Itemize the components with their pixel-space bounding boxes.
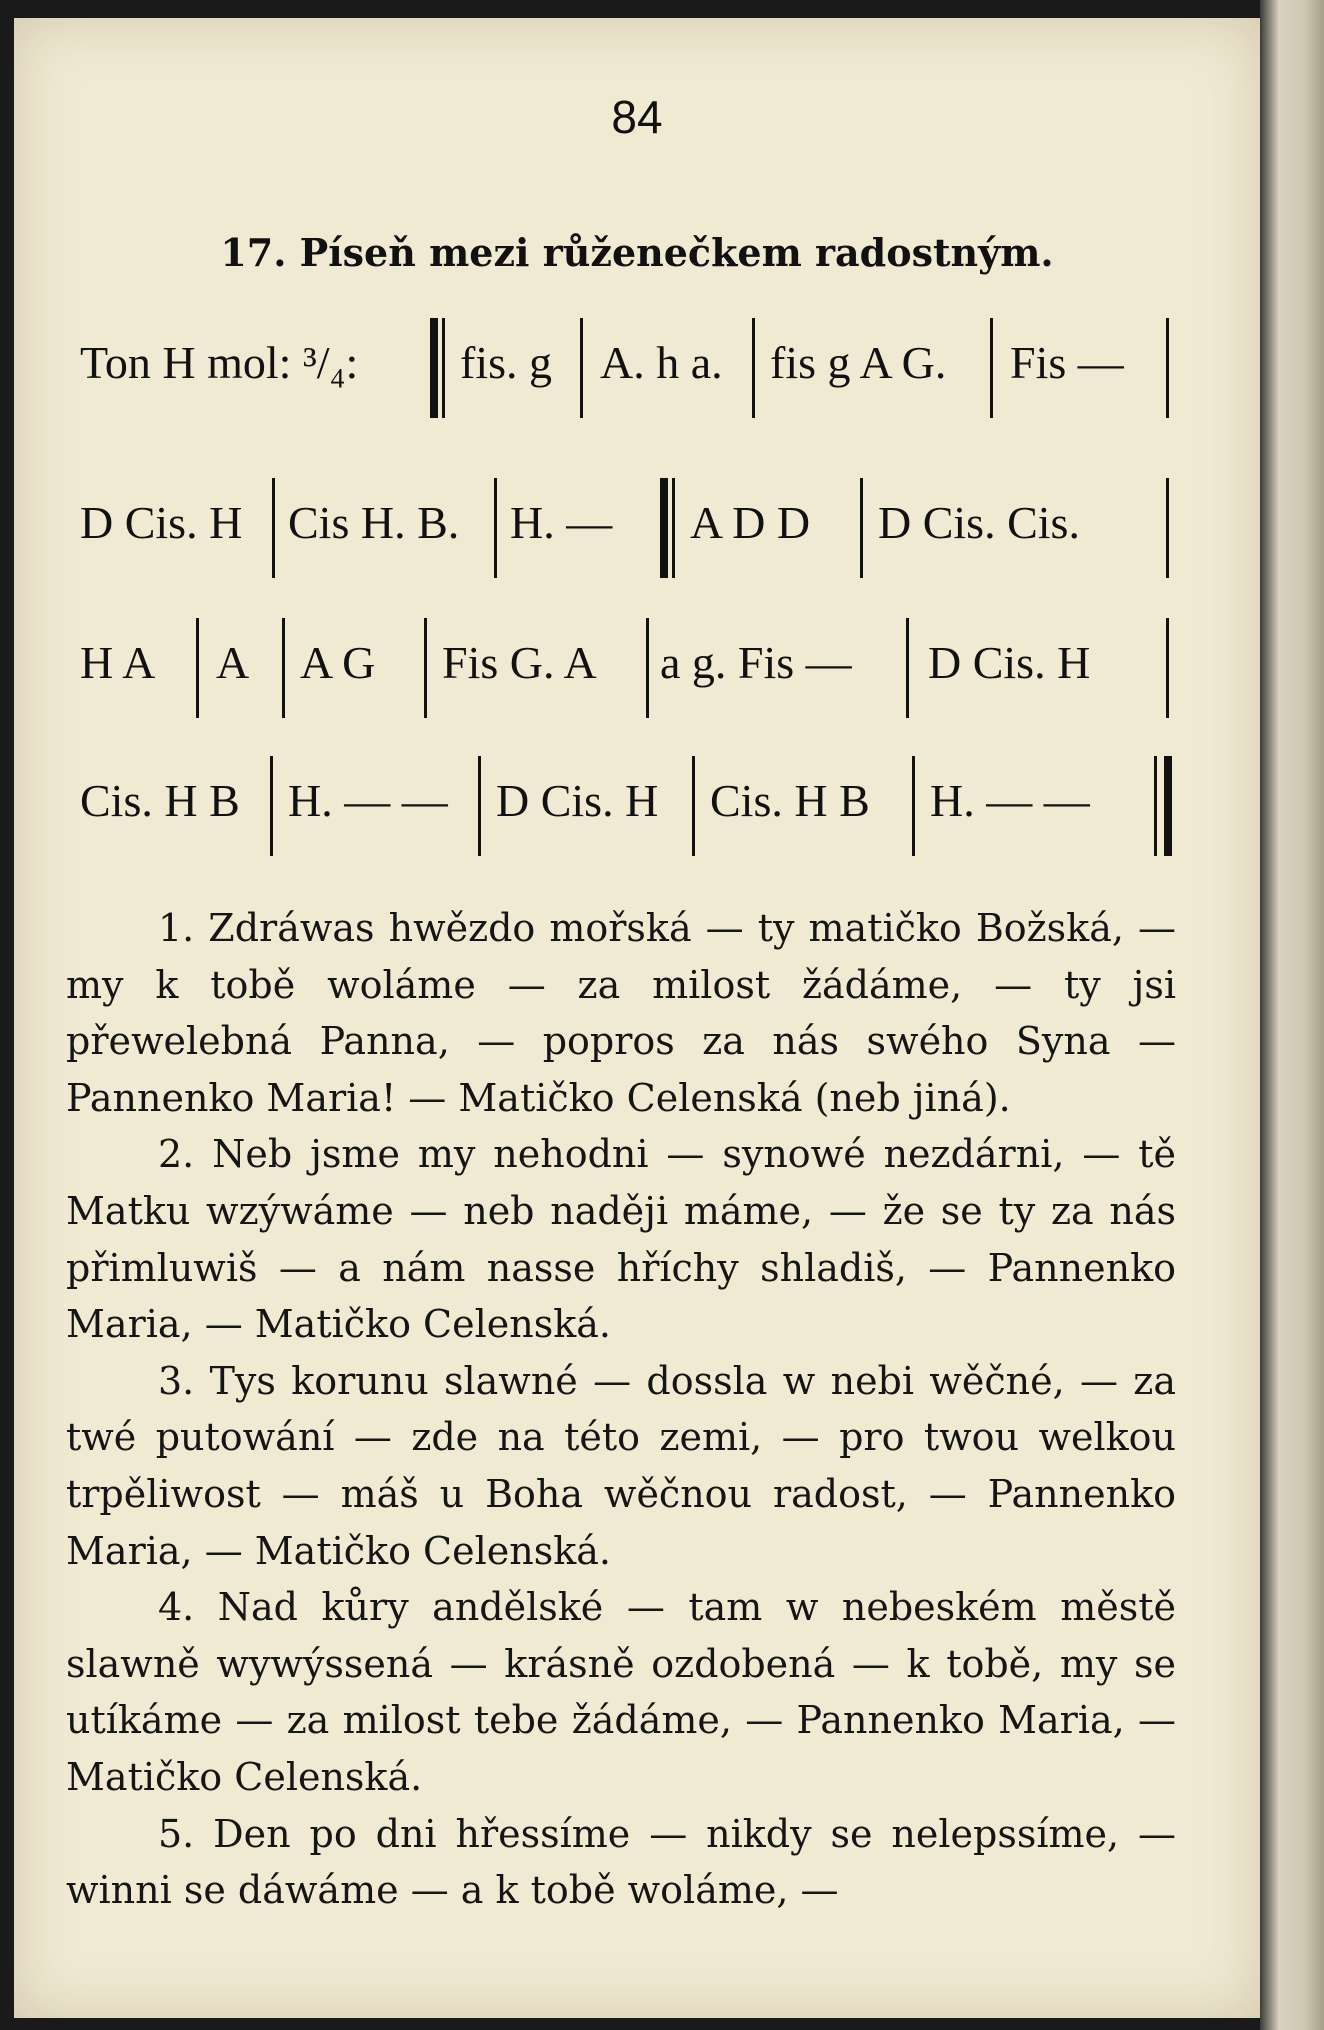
measure: A. h a. — [600, 337, 723, 388]
notation-row-1 — [60, 318, 1190, 418]
notation-row-4 — [60, 756, 1190, 856]
measure: a g. Fis — — [660, 637, 852, 688]
measure: H. — — [510, 497, 613, 548]
bar-line — [494, 478, 497, 578]
double-bar — [660, 478, 668, 578]
measure: H A — [80, 637, 156, 688]
notation-row-2 — [60, 478, 1190, 578]
measure: D Cis. Cis. — [878, 497, 1080, 548]
measure: H. — — — [288, 775, 448, 826]
bar-line — [646, 618, 649, 718]
verse-2: 2. Neb jsme my nehodni — synowé nezdárni, — tě Matku wzýwáme — neb naději máme, — že se ty za nás přimluwiš — a nám nasse hříchy shladiš, — Pannenko Maria, — Matičko Celenská. — [66, 1132, 1176, 1347]
bar-line — [990, 318, 993, 418]
hymn-verses — [66, 900, 1176, 1919]
book-page-edge — [1260, 0, 1324, 2030]
page-number: 84 — [611, 91, 663, 143]
bar-line — [672, 478, 675, 578]
verse-1: 1. Zdráwas hwězdo mořská — ty matičko Božská, — my k tobě woláme — za milost žádáme, — ty jsi přewelebná Panna, — popros za nás swého Syna — Pannenko Maria! — Matičko Celenská (neb jiná). — [66, 906, 1176, 1120]
bar-line — [282, 618, 285, 718]
verse-4: 4. Nad kůry andělské — tam w nebeském městě slawně wywýssená — krásně ozdobená — k tobě, my se utíkáme — za milost tebe žádáme, — Pannenko Maria, — Matičko Celenská. — [66, 1585, 1176, 1799]
measure: Cis. H B — [80, 775, 240, 826]
measure: D Cis. H — [496, 775, 659, 826]
bar-line — [906, 618, 909, 718]
key-signature: Ton H mol: ³/₄: — [80, 337, 359, 388]
measure: H. — — — [930, 775, 1090, 826]
bar-line — [272, 478, 275, 578]
measure: Fis G. A — [442, 637, 597, 688]
bar-line — [1166, 478, 1169, 578]
bar-line — [1154, 756, 1157, 856]
bar-line — [1166, 318, 1169, 418]
bar-line — [442, 318, 445, 418]
bar-line — [580, 318, 583, 418]
double-bar — [430, 318, 438, 418]
measure: fis g A G. — [770, 337, 947, 388]
measure: A G — [300, 637, 376, 688]
measure: D Cis. H — [928, 637, 1091, 688]
measure: A D D — [690, 497, 811, 548]
measure: Cis. H B — [710, 775, 870, 826]
measure: A — [216, 637, 250, 688]
bar-line — [270, 756, 273, 856]
bar-line — [478, 756, 481, 856]
bar-line — [860, 478, 863, 578]
measure: Fis — — [1010, 337, 1124, 388]
measure: Cis H. B. — [288, 497, 460, 548]
bar-line — [752, 318, 755, 418]
bar-line — [424, 618, 427, 718]
bar-line — [912, 756, 915, 856]
final-double-bar — [1164, 756, 1172, 856]
bar-line — [692, 756, 695, 856]
verse-3: 3. Tys korunu slawné — dossla w nebi wěčné, — za twé putowání — zde na této zemi, — pro twou welkou trpěliwost — máš u Boha wěčnou radost, — Pannenko Maria, — Matičko Celenská. — [66, 1358, 1176, 1573]
notation-row-3 — [60, 618, 1190, 718]
book-page — [14, 18, 1260, 2018]
song-title: 17. Píseň mezi růženečkem radostným. — [220, 230, 1054, 275]
measure: D Cis. H — [80, 497, 243, 548]
bar-line — [1166, 618, 1169, 718]
verse-5: 5. Den po dni hřessíme — nikdy se nelepssíme, — winni se dáwáme — a k tobě woláme, — — [66, 1811, 1176, 1913]
measure: fis. g — [460, 337, 552, 388]
bar-line — [196, 618, 199, 718]
